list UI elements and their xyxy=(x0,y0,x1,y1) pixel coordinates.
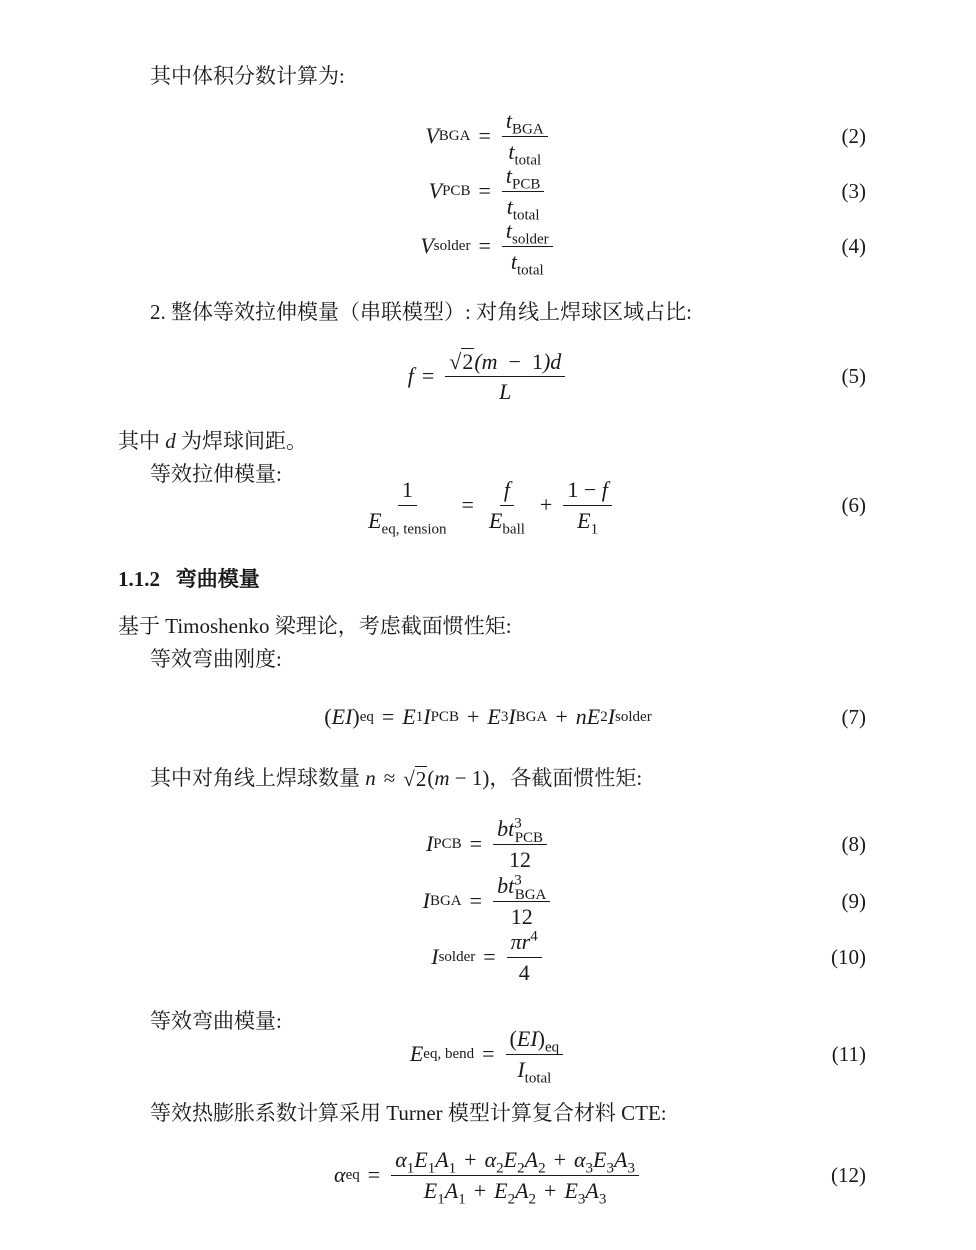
equation-5: f = √ 2 (m − 1)d L (5) xyxy=(407,348,866,404)
text-volume-fraction-intro: 其中体积分数计算为: xyxy=(150,64,345,88)
equation-6: $\frac{1}{E_{eq, tension}}$ = $\frac{f}{E_{ball}}$ + $\frac{1 - f}{E_1}$ (6) xyxy=(368,477,866,537)
equation-number: (12) xyxy=(831,1162,866,1187)
text-solder-pitch: 其中 d 为焊球间距。 xyxy=(118,429,307,453)
text-bending-stiffness: 等效弯曲刚度: xyxy=(150,647,282,671)
equation-11: E eq, bend = $\frac{(EI)_{eq}}{I_{total}}$ (11) xyxy=(409,1026,866,1086)
equation-2: V BGA = $\frac{t_{BGA}}{t_{total}}$ (2) xyxy=(425,108,866,168)
section-heading: 1.1.2 弯曲模量 xyxy=(118,567,260,591)
equation-number: (8) xyxy=(841,831,866,856)
equation-number: (4) xyxy=(841,233,866,258)
equation-12: α eq = $\frac{\alpha_1E_1A_1 + \alpha_2E_2A_2 + \alpha_3E_3A_3}{E_1A_1 + E_2A_2 + E_3A_3}$ (12) xyxy=(334,1147,866,1207)
equation-number: (11) xyxy=(831,1041,866,1066)
equation-number: (10) xyxy=(831,944,866,969)
text-turner-model-cte: 等效热膨胀系数计算采用 Turner 模型计算复合材料 CTE: xyxy=(150,1101,667,1125)
equation-10: I solder = $\frac{\pi r^4}{4}$ (10) xyxy=(431,928,866,985)
text-timoshenko-beam: 基于 Timoshenko 梁理论，考虑截面惯性矩: xyxy=(118,614,512,638)
equation-3: V PCB = $\frac{t_{PCB}}{t_{total}}$ (3) xyxy=(428,163,866,223)
text-diagonal-ball-count: 其中对角线上焊球数量 n ≈ √ 2 ( m − 1) ，各截面惯性矩: xyxy=(150,766,643,791)
equation-4: V solder = $\frac{t_{solder}}{t_{total}}$ (4) xyxy=(420,218,866,278)
equation-number: (7) xyxy=(841,704,866,729)
equation-number: (5) xyxy=(841,363,866,388)
equation-number: (2) xyxy=(841,123,866,148)
equation-8: I PCB = $\frac{bt^3_{PCB}}{12}$ (8) xyxy=(425,815,866,872)
text-equivalent-tension-modulus: 等效拉伸模量: xyxy=(150,462,282,486)
text-tension-modulus-series: 2. 整体等效拉伸模量（串联模型）: 对角线上焊球区域占比: xyxy=(150,300,692,324)
equation-number: (3) xyxy=(841,178,866,203)
text-equivalent-bending-modulus: 等效弯曲模量: xyxy=(150,1009,282,1033)
equation-7: ( EI ) eq = E 1 I PCB + E 3 I BGA + nE 2 I solder (7) xyxy=(324,704,866,729)
equation-number: (6) xyxy=(841,492,866,517)
equation-9: I BGA = $\frac{bt^3_{BGA}}{12}$ (9) xyxy=(422,872,866,929)
equation-number: (9) xyxy=(841,888,866,913)
